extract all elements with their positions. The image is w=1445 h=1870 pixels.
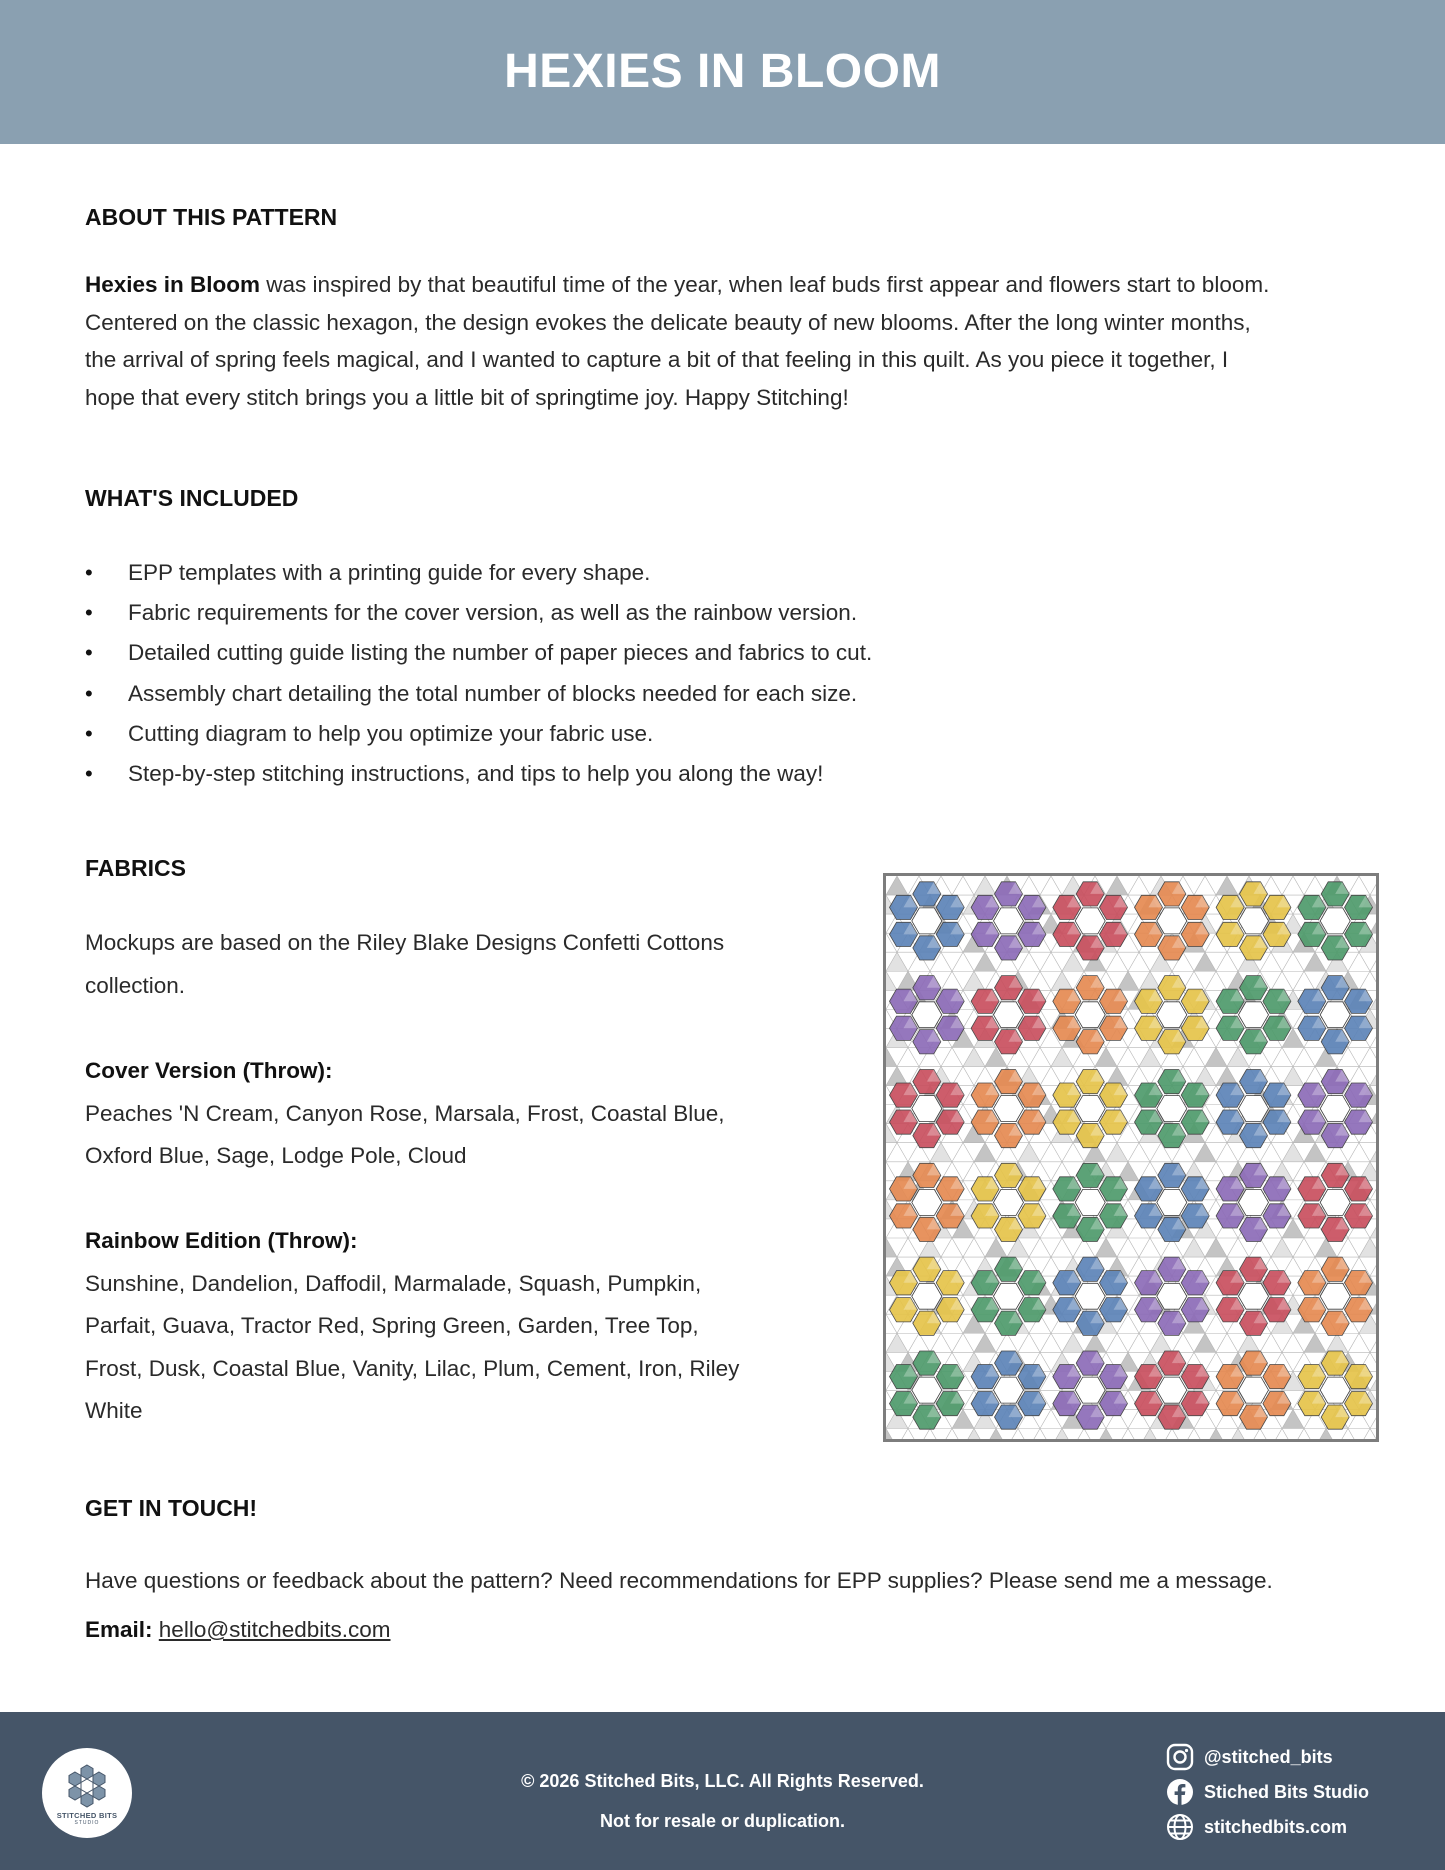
quilt-background-triangle: [941, 1238, 963, 1257]
quilt-background-triangle: [897, 1238, 919, 1257]
facebook-link[interactable]: [1166, 1778, 1369, 1806]
quilt-flower-petal: [1240, 1124, 1268, 1148]
quilt-background-triangle: [1370, 876, 1376, 895]
instagram-icon: [1166, 1743, 1194, 1771]
quilt-background-triangle: [1348, 952, 1370, 971]
quilt-background-triangle: [1370, 952, 1376, 971]
contact-heading: GET IN TOUCH!: [85, 1495, 258, 1521]
included-list: [85, 553, 872, 794]
quilt-background-triangle: [1205, 971, 1227, 990]
quilt-background-triangle: [1062, 1333, 1084, 1352]
quilt-background-triangle: [1095, 1238, 1117, 1257]
quilt-background-triangle: [1040, 1143, 1062, 1162]
quilt-background-triangle: [963, 1047, 985, 1066]
quilt-background-triangle: [1183, 1047, 1205, 1066]
quilt-background-triangle: [1040, 1333, 1062, 1352]
quilt-background-triangle: [1370, 1067, 1376, 1086]
quilt-background-triangle: [974, 952, 996, 971]
quilt-background-triangle: [886, 1047, 897, 1066]
quilt-background-triangle: [1051, 971, 1073, 990]
quilt-background-triangle: [1029, 1429, 1051, 1439]
quilt-background-triangle: [974, 1143, 996, 1162]
page-header: [0, 0, 1445, 144]
rainbow-edition-block: Rainbow Edition (Throw): Sunshine, Dandelion, Daffodil, Marmalade, Squash, Pumpkin, Parfait, Guava, Tractor Red, Spring Green, Garden, Tree Top, Frost, Dusk, Coastal Blue, Vanity, Lilac, Plum, Cement, Iron, Riley White: [85, 1220, 805, 1433]
resale-notice: Not for resale or duplication.: [599, 1811, 846, 1831]
quilt-background-triangle: [1315, 1429, 1337, 1439]
quilt-background-triangle: [1194, 952, 1216, 971]
quilt-background-triangle: [1205, 1238, 1227, 1257]
quilt-background-triangle: [1370, 1257, 1376, 1276]
quilt-background-triangle: [1183, 971, 1205, 990]
quilt-background-triangle: [1040, 1067, 1062, 1086]
about-line-3: the arrival of spring feels magical, and I wanted to capture a bit of that feeling in this quilt. As you piece it together, I: [85, 347, 1229, 372]
quilt-background-triangle: [1029, 1047, 1051, 1066]
quilt-background-triangle: [1260, 1333, 1282, 1352]
quilt-background-triangle: [941, 1047, 963, 1066]
quilt-background-triangle: [1216, 1333, 1238, 1352]
quilt-background-triangle: [1337, 1429, 1359, 1439]
list-item: • Step-by-step stitching instructions, and tips to help you along the way!: [85, 754, 872, 794]
quilt-background-triangle: [1282, 1333, 1304, 1352]
quilt-background-triangle: [1293, 971, 1315, 990]
quilt-background-triangle: [952, 1333, 974, 1352]
facebook-name: Stiched Bits Studio: [1204, 1781, 1370, 1802]
quilt-background-triangle: [1304, 952, 1326, 971]
quilt-flower-petal: [890, 1392, 918, 1416]
email-label: Email:: [85, 1617, 153, 1642]
about-line-2: Centered on the classic hexagon, the design evokes the delicate beauty of new blooms. After the long winter months,: [85, 309, 1251, 335]
email-line: [85, 1617, 391, 1643]
quilt-background-triangle: [1051, 1429, 1073, 1439]
quilt-background-triangle: [1271, 971, 1293, 990]
quilt-background-triangle: [1018, 1143, 1040, 1162]
quilt-flower-petal: [1076, 1070, 1104, 1094]
quilt-background-triangle: [1249, 1429, 1271, 1439]
quilt-background-triangle: [1370, 1409, 1376, 1428]
quilt-background-triangle: [1161, 1429, 1183, 1439]
quilt-background-triangle: [1348, 1143, 1370, 1162]
quilt-background-triangle: [963, 1429, 985, 1439]
quilt-background-triangle: [1194, 876, 1216, 895]
quilt-background-triangle: [1029, 1238, 1051, 1257]
cover-version-title: Cover Version (Throw):: [85, 1058, 333, 1083]
quilt-background-triangle: [1128, 1333, 1150, 1352]
quilt-background-triangle: [886, 1429, 897, 1439]
quilt-background-triangle: [1106, 1143, 1128, 1162]
quilt-background-triangle: [1106, 1333, 1128, 1352]
quilt-background-triangle: [1117, 1047, 1139, 1066]
quilt-background-triangle: [1348, 876, 1370, 895]
logo-text: STITCHED BITS: [56, 1810, 118, 1820]
quilt-background-triangle: [974, 876, 996, 895]
quilt-background-triangle: [1106, 952, 1128, 971]
fabrics-heading: FABRICS: [85, 855, 186, 881]
quilt-background-triangle: [1282, 952, 1304, 971]
list-item: • EPP templates with a printing guide for every shape.: [85, 553, 872, 593]
quilt-flower-petal: [913, 1124, 941, 1148]
quilt-background-triangle: [1139, 1047, 1161, 1066]
quilt-background-triangle: [974, 1333, 996, 1352]
quilt-background-triangle: [1282, 1143, 1304, 1162]
about-line-1: Hexies in Bloom was inspired by that beautiful time of the year, when leaf buds first appear and flowers start to bloom.: [85, 272, 1270, 297]
included-heading: WHAT'S INCLUDED: [85, 485, 299, 511]
quilt-background-triangle: [1128, 1143, 1150, 1162]
page-title: HEXIES IN BLOOM: [504, 44, 941, 98]
quilt-background-triangle: [1271, 1047, 1293, 1066]
quilt-background-triangle: [1205, 1047, 1227, 1066]
quilt-background-triangle: [996, 1333, 1018, 1352]
quilt-mockup-image: [883, 873, 1379, 1442]
quilt-background-triangle: [1216, 1143, 1238, 1162]
quilt-background-triangle: [1073, 1429, 1095, 1439]
quilt-background-triangle: [886, 952, 908, 971]
quilt-mockup-svg: [886, 876, 1376, 1439]
website-url: stitchedbits.com: [1204, 1816, 1348, 1837]
quilt-flower-petal: [1053, 1392, 1081, 1416]
list-item: • Cutting diagram to help you optimize your fabric use.: [85, 714, 872, 754]
quilt-background-triangle: [908, 1333, 930, 1352]
quilt-background-triangle: [1183, 1429, 1205, 1439]
quilt-background-triangle: [1117, 1429, 1139, 1439]
quilt-background-triangle: [1370, 1333, 1376, 1352]
quilt-background-triangle: [1128, 876, 1150, 895]
quilt-background-triangle: [1007, 1429, 1029, 1439]
quilt-background-triangle: [1282, 876, 1304, 895]
quilt-background-triangle: [1117, 1238, 1139, 1257]
quilt-background-triangle: [1227, 1429, 1249, 1439]
quilt-background-triangle: [1293, 1238, 1315, 1257]
quilt-background-triangle: [1370, 1143, 1376, 1162]
facebook-icon: [1166, 1778, 1194, 1806]
quilt-background-triangle: [1194, 1143, 1216, 1162]
quilt-flower-petal: [1076, 1124, 1104, 1148]
quilt-background-triangle: [1172, 1333, 1194, 1352]
quilt-background-triangle: [1040, 952, 1062, 971]
quilt-flower-petal: [1240, 1070, 1268, 1094]
quilt-background-triangle: [1304, 1143, 1326, 1162]
instagram-handle: @stitched_bits: [1204, 1746, 1333, 1767]
quilt-background-triangle: [941, 1429, 963, 1439]
rainbow-edition-title: Rainbow Edition (Throw):: [85, 1228, 358, 1253]
quilt-background-triangle: [1139, 1429, 1161, 1439]
quilt-background-triangle: [1062, 1143, 1084, 1162]
quilt-background-triangle: [897, 1047, 919, 1066]
page-footer: [0, 1712, 1445, 1870]
quilt-flower-petal: [1263, 1392, 1291, 1416]
quilt-background-triangle: [1238, 1333, 1260, 1352]
quilt-background-triangle: [1348, 1333, 1370, 1352]
quilt-background-triangle: [952, 876, 974, 895]
quilt-background-triangle: [1370, 1219, 1376, 1238]
quilt-background-triangle: [897, 1429, 919, 1439]
quilt-background-triangle: [985, 1429, 1007, 1439]
quilt-background-triangle: [1018, 1333, 1040, 1352]
quilt-background-triangle: [1139, 1238, 1161, 1257]
quilt-background-triangle: [886, 971, 897, 990]
quilt-background-triangle: [1150, 1333, 1172, 1352]
quilt-background-triangle: [1282, 1067, 1304, 1086]
quilt-background-triangle: [963, 971, 985, 990]
globe-icon: [1166, 1813, 1194, 1841]
quilt-background-triangle: [1271, 1238, 1293, 1257]
quilt-background-triangle: [1018, 952, 1040, 971]
pattern-name: Hexies in Bloom: [85, 272, 261, 297]
quilt-background-triangle: [1293, 1047, 1315, 1066]
quilt-background-triangle: [952, 952, 974, 971]
quilt-background-triangle: [1051, 1047, 1073, 1066]
quilt-background-triangle: [1293, 1429, 1315, 1439]
quilt-background-triangle: [941, 971, 963, 990]
quilt-background-triangle: [1106, 876, 1128, 895]
quilt-background-triangle: [1117, 971, 1139, 990]
quilt-background-triangle: [1095, 1429, 1117, 1439]
quilt-background-triangle: [1051, 1238, 1073, 1257]
quilt-background-triangle: [1359, 971, 1376, 990]
cover-version-block: Cover Version (Throw): Peaches 'N Cream, Canyon Rose, Marsala, Frost, Coastal Blue, Oxford Blue, Sage, Lodge Pole, Cloud: [85, 1050, 805, 1178]
quilt-background-triangle: [1326, 1333, 1348, 1352]
quilt-background-triangle: [1128, 952, 1150, 971]
quilt-background-triangle: [919, 1429, 941, 1439]
quilt-background-triangle: [930, 1333, 952, 1352]
list-item: • Assembly chart detailing the total number of blocks needed for each size.: [85, 674, 872, 714]
quilt-background-triangle: [1304, 1333, 1326, 1352]
website-link[interactable]: [1166, 1813, 1347, 1841]
quilt-background-triangle: [1194, 1333, 1216, 1352]
quilt-background-triangle: [1370, 914, 1376, 933]
instagram-link[interactable]: [1166, 1743, 1333, 1771]
quilt-background-triangle: [886, 876, 908, 895]
quilt-background-triangle: [886, 1333, 908, 1352]
quilt-background-triangle: [1029, 971, 1051, 990]
quilt-background-triangle: [1084, 1333, 1106, 1352]
about-line-4: hope that every stitch brings you a little bit of springtime joy. Happy Stitching!: [85, 384, 849, 410]
fabrics-intro: Mockups are based on the Riley Blake Designs Confetti Cottons collection.: [85, 930, 725, 998]
quilt-background-triangle: [1040, 876, 1062, 895]
copyright-text: © 2026 Stitched Bits, LLC. All Rights Reserved.: [521, 1771, 924, 1791]
quilt-background-triangle: [963, 1238, 985, 1257]
quilt-background-triangle: [1359, 1238, 1376, 1257]
quilt-background-triangle: [886, 1162, 897, 1181]
contact-message: Have questions or feedback about the pattern? Need recommendations for EPP supplies? Please send me a message.: [85, 1568, 1273, 1593]
quilt-background-triangle: [1271, 1429, 1293, 1439]
quilt-background-triangle: [886, 1143, 908, 1162]
quilt-background-triangle: [952, 1143, 974, 1162]
quilt-background-triangle: [1205, 1429, 1227, 1439]
list-item: • Fabric requirements for the cover version, as well as the rainbow version.: [85, 593, 872, 633]
email-link[interactable]: hello@stitchedbits.com: [158, 1617, 391, 1642]
list-item: • Detailed cutting guide listing the number of paper pieces and fabrics to cut.: [85, 633, 872, 673]
quilt-background-triangle: [1216, 876, 1238, 895]
quilt-background-triangle: [886, 1238, 897, 1257]
quilt-background-triangle: [1260, 1143, 1282, 1162]
about-heading: ABOUT THIS PATTERN: [85, 204, 338, 230]
quilt-background-triangle: [1216, 952, 1238, 971]
logo-subtext: STUDIO: [74, 1819, 100, 1826]
quilt-background-triangle: [1183, 1238, 1205, 1257]
quilt-background-triangle: [1359, 1429, 1376, 1439]
quilt-background-triangle: [1359, 1047, 1376, 1066]
about-paragraph: [85, 266, 1385, 416]
